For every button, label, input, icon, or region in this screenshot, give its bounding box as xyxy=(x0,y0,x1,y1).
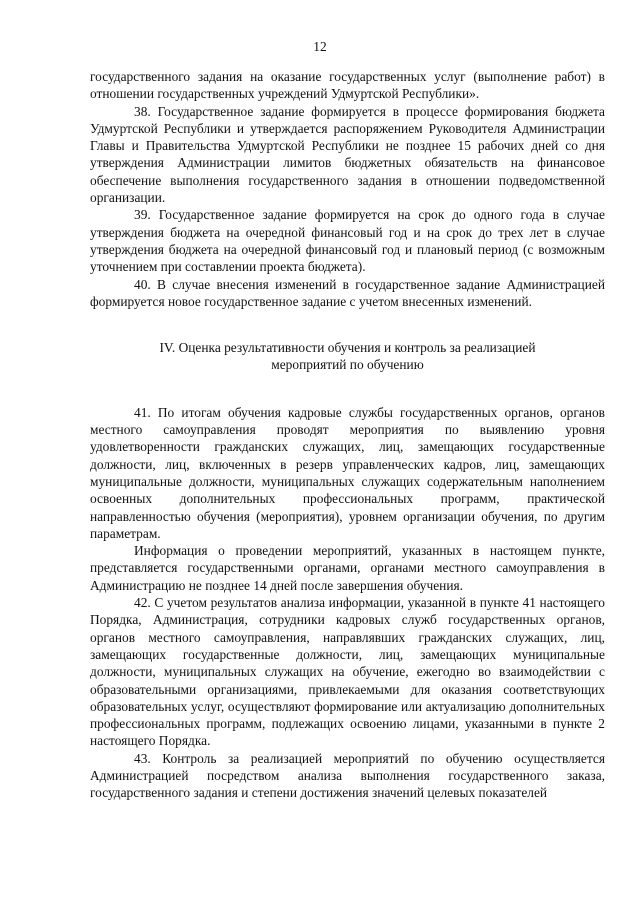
paragraph-41-info: Информация о проведении мероприятий, указанных в настоящем пункте, представляется государственными органами, органами местного самоуправления в Администрацию не позднее 14 дней после завершения обучения. xyxy=(90,543,605,593)
paragraph-43: 43. Контроль за реализацией мероприятий по обучению осуществляется Администрацией посредством анализа выполнения государственного заказа, государственного задания и степени достижения значений целевых показателей xyxy=(90,750,605,801)
document-body xyxy=(90,68,605,802)
section-heading-line-2: мероприятий по обучению xyxy=(271,357,424,373)
paragraph-40: 40. В случае внесения изменений в государственное задание Администрацией формируется новое государственное задание с учетом внесенных изменений. xyxy=(90,276,605,309)
section-heading-line-1: IV. Оценка результативности обучения и контроль за реализацией xyxy=(159,340,536,356)
section-heading xyxy=(90,339,605,374)
paragraph-39: 39. Государственное задание формируется на срок до одного года в случае утверждения бюджета на очередной финансовый год и на срок до трех лет в случае утверждения бюджета на очередной финансовый год и плановый период (с возможным уточнением при составлении проекта бюджета). xyxy=(90,207,605,275)
paragraph-38: 38. Государственное задание формируется в процессе формирования бюджета Удмуртской Республики и утверждается распоряжением Руководителя Администрации Главы и Правительства Удмуртской Республики не позднее 15 рабочих дней со дня утверждения Администрации лимитов бюджетных обязательств на финансовое обеспечение выполнения государственного задания в отношении подведомственной организации. xyxy=(90,103,605,206)
paragraph-42: 42. С учетом результатов анализа информации, указанной в пункте 41 настоящего Порядка, Администрация, сотрудники кадровых служб государственных органов, органов местного самоуправления, направлявших гражданских служащих, лиц, замещающих государственные должности, лиц, замещающих муниципальные должности, муниципальных служащих на обучение, ежегодно во взаимодействии с образовательными организациями, привлекаемыми для оказания соответствующих образовательных услуг, осуществляют формирование или актуализацию дополнительных профессиональных программ, подлежащих освоению лицами, указанными в пункте 2 настоящего Порядка. xyxy=(90,595,605,749)
paragraph-continuation: государственного задания на оказание государственных услуг (выполнение работ) в отношении государственных учреждений Удмуртской Республики». xyxy=(90,69,605,102)
page-number: 12 xyxy=(313,39,327,54)
paragraph-41: 41. По итогам обучения кадровые службы государственных органов, органов местного самоуправления проводят мероприятия по выявлению уровня удовлетворенности гражданских служащих, лиц, замещающих государственные должности, лиц, включенных в резерв управленческих кадров, лиц, замещающих муниципальные должности, муниципальных служащих содержательным наполнением освоенных дополнительных профессиональных программ, практической направленностью обучения (мероприятия), уровнем организации обучения, по другим параметрам. xyxy=(90,404,605,541)
